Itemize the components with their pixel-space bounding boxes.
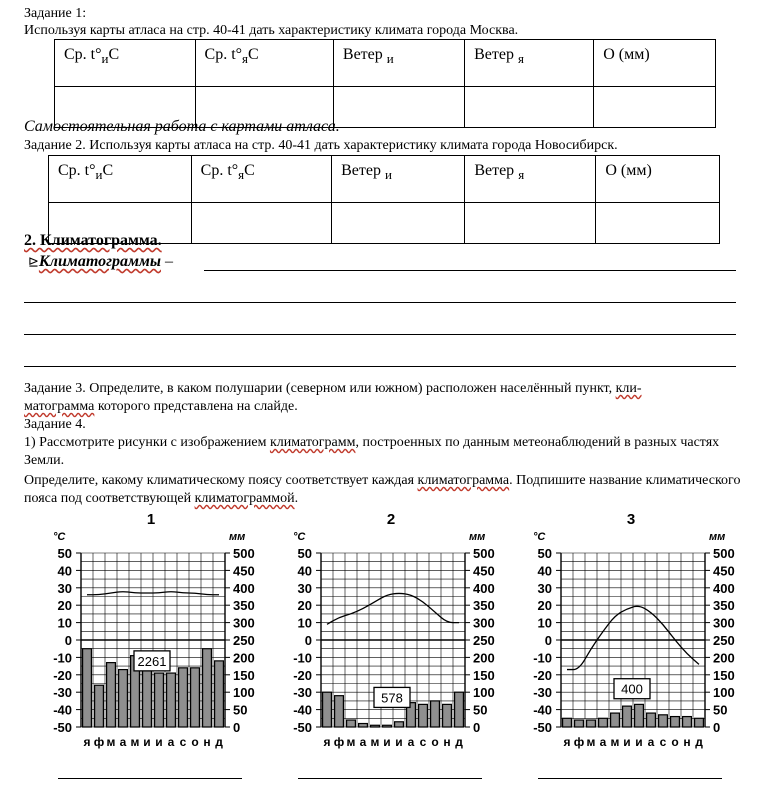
precip-tick-label: 150 xyxy=(233,667,255,683)
month-label: о xyxy=(431,735,439,749)
month-label: ф xyxy=(333,735,345,749)
table-cell[interactable] xyxy=(332,203,465,244)
precip-bar xyxy=(383,725,392,727)
temp-tick-label: 10 xyxy=(57,615,72,631)
temp-tick-label: 10 xyxy=(297,615,312,631)
task3-text-a: Задание 3. Определите, в каком полушарии (северном или южном) расположен населённый пункт, xyxy=(24,381,616,396)
precip-tick-label: 50 xyxy=(713,702,728,718)
month-label: ф xyxy=(93,735,105,749)
climatogram-2 xyxy=(293,511,495,749)
month-label: о xyxy=(191,735,199,749)
header-sub: и xyxy=(386,51,394,66)
header-tail: С xyxy=(102,162,114,179)
header-sub: и xyxy=(95,167,103,182)
temp-tick-label: -20 xyxy=(533,667,552,683)
month-label: о xyxy=(671,735,679,749)
precip-tick-label: 0 xyxy=(713,720,721,735)
month-label: я xyxy=(323,735,331,749)
precip-tick-label: 150 xyxy=(713,667,735,683)
precip-tick-label: 300 xyxy=(713,615,735,631)
precip-tick-label: 400 xyxy=(473,580,495,596)
temp-tick-label: 50 xyxy=(297,546,312,561)
precip-tick-label: 350 xyxy=(713,598,735,614)
month-label: м xyxy=(106,735,116,749)
precip-bar xyxy=(647,713,656,727)
task4-p2-c: . xyxy=(294,491,299,506)
precip-bar xyxy=(695,718,704,727)
month-label: а xyxy=(647,735,655,749)
precip-tick-label: 500 xyxy=(713,546,735,561)
precip-tick-label: 400 xyxy=(713,580,735,596)
precip-tick-label: 0 xyxy=(233,720,241,735)
precip-bar xyxy=(95,685,104,727)
self-work-heading: Самостоятельная работа с картами атласа. xyxy=(24,118,340,135)
precip-tick-label: 250 xyxy=(473,633,495,648)
month-label: м xyxy=(346,735,356,749)
precip-bar xyxy=(215,661,224,727)
table-cell[interactable] xyxy=(333,87,464,128)
precip-bar xyxy=(359,724,368,727)
precip-bar xyxy=(395,722,404,727)
temp-tick-label: 50 xyxy=(537,546,552,561)
month-label: м xyxy=(130,735,140,749)
precip-tick-label: 400 xyxy=(233,580,255,596)
task2-table xyxy=(48,155,720,244)
task4-p1 xyxy=(24,434,744,470)
precip-tick-label: 200 xyxy=(473,650,495,666)
precip-tick-label: 350 xyxy=(473,598,495,614)
precip-bar xyxy=(107,663,116,727)
precip-tick-label: 450 xyxy=(473,563,495,579)
climatogram-1 xyxy=(53,511,255,749)
precip-tick-label: 100 xyxy=(713,685,735,701)
header-main: Ср. t° xyxy=(200,162,239,179)
header-sub: я xyxy=(517,51,524,66)
precip-tick-label: 200 xyxy=(713,650,735,666)
temp-tick-label: 10 xyxy=(537,615,552,631)
task4-p2-b: . Подпишите название климатического пояса под соответствующей xyxy=(24,473,741,506)
temp-tick-label: -50 xyxy=(293,720,312,735)
temp-tick-label: -30 xyxy=(53,685,72,701)
precip-tick-label: 150 xyxy=(473,667,495,683)
precip-bar xyxy=(587,720,596,727)
header-main: Ср. t° xyxy=(64,46,102,63)
month-label: н xyxy=(683,735,691,749)
precip-tick-label: 300 xyxy=(233,615,255,631)
month-label: я xyxy=(83,735,91,749)
month-label: д xyxy=(215,735,223,749)
task3-wavy-a: кли- xyxy=(615,381,642,396)
month-label: я xyxy=(563,735,571,749)
month-label: с xyxy=(179,735,187,749)
precip-bar xyxy=(203,649,212,727)
temp-tick-label: 40 xyxy=(537,563,552,579)
answer-line[interactable] xyxy=(24,302,736,303)
precip-bar xyxy=(611,713,620,727)
precip-bar xyxy=(83,649,92,727)
definition-line xyxy=(28,254,173,270)
month-label: и xyxy=(383,735,391,749)
precip-unit-label: мм xyxy=(229,531,246,543)
precip-bar xyxy=(671,717,680,727)
temp-tick-label: 50 xyxy=(57,546,72,561)
temp-tick-label: -40 xyxy=(53,702,72,718)
precip-bar xyxy=(143,664,152,727)
precip-bar xyxy=(563,718,572,727)
temp-tick-label: -10 xyxy=(533,650,552,666)
header-sub: я xyxy=(238,167,245,182)
precip-tick-label: 500 xyxy=(233,546,255,561)
month-label: а xyxy=(599,735,607,749)
temp-unit-label: °С xyxy=(533,531,546,543)
precip-tick-label: 450 xyxy=(713,563,735,579)
answer-line[interactable] xyxy=(58,778,242,779)
precip-bar xyxy=(419,704,428,727)
table-header-cell xyxy=(594,40,716,87)
month-label: д xyxy=(455,735,463,749)
temp-unit-label: °С xyxy=(53,531,66,543)
chart-title: 2 xyxy=(386,511,396,528)
header-tail: С xyxy=(248,46,259,63)
precip-tick-label: 250 xyxy=(233,633,255,648)
annual-precip-value: 2261 xyxy=(137,653,167,669)
month-label: ф xyxy=(573,735,585,749)
precip-tick-label: 250 xyxy=(713,633,735,648)
month-label: и xyxy=(635,735,643,749)
task3-wavy-b: матограмма xyxy=(24,399,95,414)
precip-bar xyxy=(659,715,668,727)
temp-tick-label: 0 xyxy=(64,633,72,648)
table-header-row xyxy=(55,40,716,87)
header-main: Ветер xyxy=(474,162,519,179)
bullet-icon: ⊵ xyxy=(28,254,39,269)
chart-title: 3 xyxy=(626,511,636,528)
precip-bar xyxy=(179,668,188,727)
temp-tick-label: 40 xyxy=(57,563,72,579)
month-label: с xyxy=(659,735,667,749)
month-label: а xyxy=(119,735,127,749)
answer-line[interactable] xyxy=(298,778,482,779)
table-header-cell xyxy=(333,40,464,87)
header-main: О (мм) xyxy=(603,46,650,63)
precip-tick-label: 350 xyxy=(233,598,255,614)
header-sub: и xyxy=(385,167,392,182)
task4-p1-b: , построенных по данным метеонаблюдений в разных частях Земли. xyxy=(24,435,720,468)
precip-bar xyxy=(371,725,380,727)
temp-tick-label: -50 xyxy=(533,720,552,735)
header-main: О (мм) xyxy=(605,162,652,179)
table-header-cell xyxy=(596,156,720,203)
section2-heading-text: 2. Климатограмма. xyxy=(24,232,162,249)
table-header-cell xyxy=(332,156,465,203)
table-header-cell xyxy=(465,156,596,203)
task4-p2-wavy2: климатограммой xyxy=(194,491,295,506)
temp-tick-label: 40 xyxy=(297,563,312,579)
temp-tick-label: 20 xyxy=(57,598,72,614)
table-header-row xyxy=(49,156,720,203)
precip-bar xyxy=(119,670,128,727)
definition-dash: – xyxy=(161,253,173,270)
temp-tick-label: -50 xyxy=(53,720,72,735)
precip-bar xyxy=(443,704,452,727)
table-cell[interactable] xyxy=(465,203,596,244)
month-label: с xyxy=(419,735,427,749)
header-sub: я xyxy=(242,51,249,66)
temp-tick-label: 20 xyxy=(297,598,312,614)
table-cell[interactable] xyxy=(594,87,716,128)
precip-bar xyxy=(347,720,356,727)
month-label: а xyxy=(359,735,367,749)
task4-p2-a: Определите, какому климатическому поясу соответствует каждая xyxy=(24,473,418,488)
temp-tick-label: -20 xyxy=(293,667,312,683)
answer-line[interactable] xyxy=(204,270,736,271)
temp-tick-label: 20 xyxy=(537,598,552,614)
header-main: Ср. t° xyxy=(204,46,243,63)
precip-bar xyxy=(455,692,464,727)
header-tail: С xyxy=(244,162,255,179)
month-label: и xyxy=(155,735,163,749)
temp-tick-label: 0 xyxy=(304,633,312,648)
month-label: и xyxy=(623,735,631,749)
precip-tick-label: 300 xyxy=(473,615,495,631)
temp-tick-label: -40 xyxy=(293,702,312,718)
precip-tick-label: 50 xyxy=(473,702,488,718)
month-label: н xyxy=(443,735,451,749)
task3-text xyxy=(24,380,744,416)
climatograms xyxy=(0,497,764,787)
task4-p2-wavy: климатограмма xyxy=(417,473,510,488)
task3-text-b: которого представлена на слайде. xyxy=(94,399,298,414)
precip-bar xyxy=(191,668,200,727)
month-label: м xyxy=(370,735,380,749)
temp-tick-label: -30 xyxy=(293,685,312,701)
month-label: а xyxy=(167,735,175,749)
header-main: Ветер xyxy=(342,46,387,63)
answer-line[interactable] xyxy=(24,366,736,367)
precip-bar xyxy=(335,696,344,727)
task2-text: Задание 2. Используя карты атласа на стр. 40-41 дать характеристику климата города Новосибирск. xyxy=(24,138,618,153)
header-main: Ветер xyxy=(474,46,518,63)
temp-tick-label: -10 xyxy=(53,650,72,666)
task1-text: Используя карты атласа на стр. 40-41 дать характеристику климата города Москва. xyxy=(24,23,519,38)
climatogram-3 xyxy=(533,511,735,749)
annual-precip-value: 578 xyxy=(381,690,403,706)
temp-tick-label: -20 xyxy=(53,667,72,683)
precip-bar xyxy=(431,701,440,727)
temp-tick-label: -40 xyxy=(533,702,552,718)
table-header-cell xyxy=(49,156,192,203)
precip-tick-label: 100 xyxy=(473,685,495,701)
precip-tick-label: 100 xyxy=(233,685,255,701)
section2-heading xyxy=(24,233,162,249)
month-label: д xyxy=(695,735,703,749)
task4-title: Задание 4. xyxy=(24,417,86,432)
precip-bar xyxy=(635,704,644,727)
month-label: м xyxy=(610,735,620,749)
header-main: Ср. t° xyxy=(58,162,96,179)
precip-unit-label: мм xyxy=(709,531,726,543)
chart-title: 1 xyxy=(146,511,156,528)
annual-precip-value: 400 xyxy=(621,681,643,697)
answer-line[interactable] xyxy=(538,778,722,779)
table-header-cell xyxy=(465,40,594,87)
temp-tick-label: -30 xyxy=(533,685,552,701)
precip-unit-label: мм xyxy=(469,531,486,543)
table-header-cell xyxy=(55,40,196,87)
precip-bar xyxy=(575,720,584,727)
table-cell[interactable] xyxy=(596,203,720,244)
month-label: а xyxy=(407,735,415,749)
temp-tick-label: 30 xyxy=(537,580,552,596)
precip-tick-label: 500 xyxy=(473,546,495,561)
precip-bar xyxy=(683,717,692,727)
precip-bar xyxy=(623,706,632,727)
temp-tick-label: -10 xyxy=(293,650,312,666)
answer-line[interactable] xyxy=(24,334,736,335)
header-main: Ветер xyxy=(341,162,385,179)
header-sub: и xyxy=(101,51,109,66)
table-header-cell xyxy=(191,156,331,203)
temp-unit-label: °С xyxy=(293,531,306,543)
table-cell[interactable] xyxy=(465,87,594,128)
definition-term: Климатограммы xyxy=(38,253,161,270)
temp-tick-label: 0 xyxy=(544,633,552,648)
temp-tick-label: 30 xyxy=(57,580,72,596)
precip-bar xyxy=(599,718,608,727)
table-header-cell xyxy=(195,40,333,87)
task1-table xyxy=(54,39,716,128)
precip-tick-label: 50 xyxy=(233,702,248,718)
month-label: и xyxy=(143,735,151,749)
table-cell[interactable] xyxy=(191,203,331,244)
task1-title: Задание 1: xyxy=(24,6,87,21)
precip-tick-label: 450 xyxy=(233,563,255,579)
month-label: н xyxy=(203,735,211,749)
precip-bar xyxy=(323,692,332,727)
header-sub: я xyxy=(518,167,525,182)
header-tail: С xyxy=(108,46,120,63)
month-label: и xyxy=(395,735,403,749)
precip-bar xyxy=(167,673,176,727)
month-label: м xyxy=(586,735,596,749)
task4-p1-wavy: климатограмм xyxy=(269,435,356,450)
task4-p1-a: 1) Рассмотрите рисунки с изображением xyxy=(24,435,270,450)
temp-tick-label: 30 xyxy=(297,580,312,596)
precip-tick-label: 0 xyxy=(473,720,481,735)
precip-tick-label: 200 xyxy=(233,650,255,666)
precip-bar xyxy=(155,673,164,727)
